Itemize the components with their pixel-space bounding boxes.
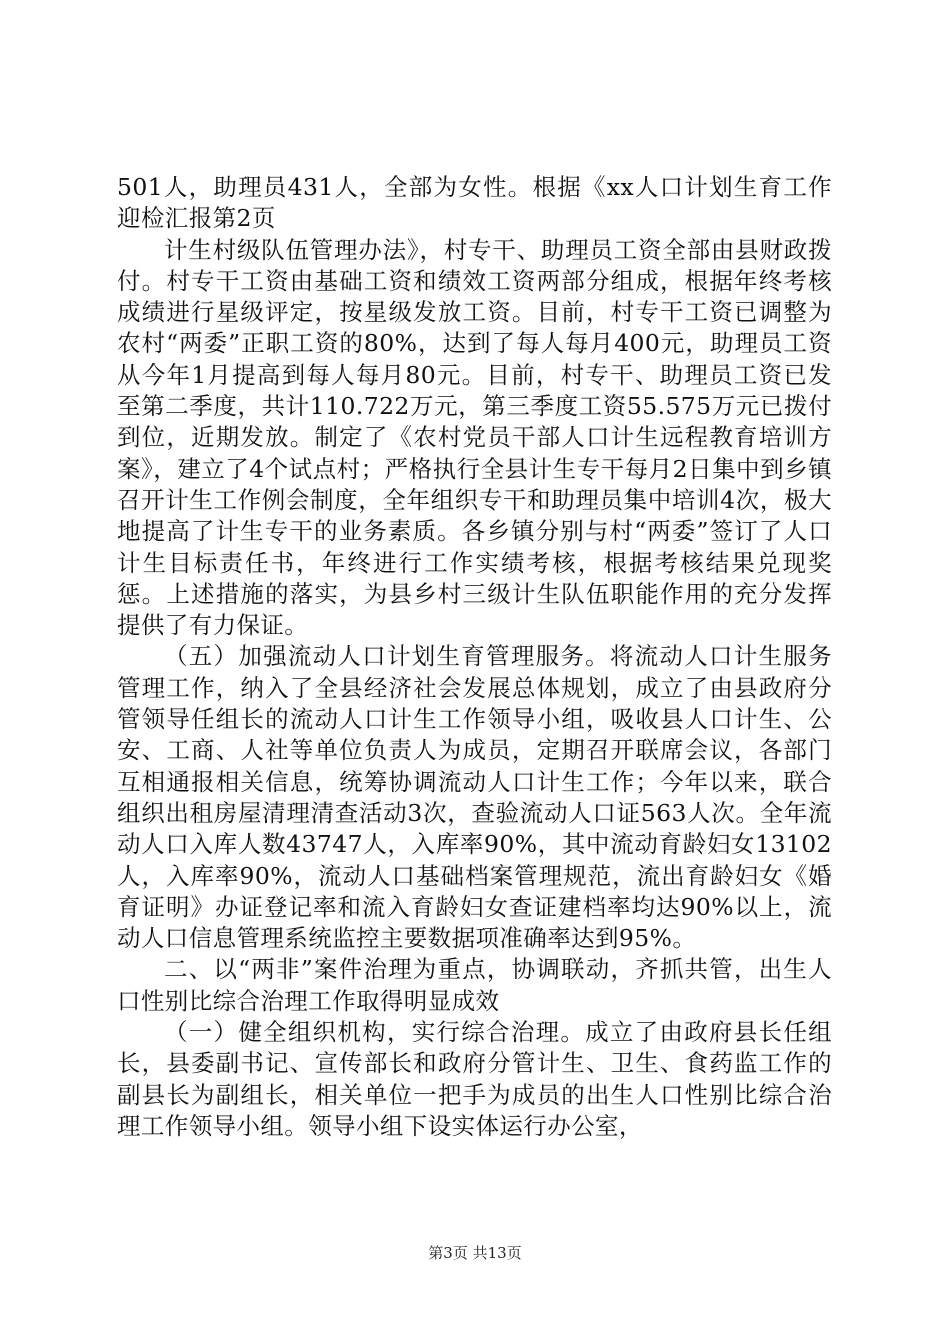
paragraph-3: （五）加强流动人口计划生育管理服务。将流动人口计生服务管理工作，纳入了全县经济社会发展总体规划，成立了由县政府分管领导任组长的流动人口计生工作领导小组，吸收县人口计生、公安、工商、人社等单位负责人为成员，定期召开联席会议，各部门互相通报相关信息，统筹协调流动人口计生工作；今年以来，联合组织出租房屋清理清查活动3次，查验流动人口证563人次。全年流动人口入库人数43747人，入库率90%，其中流动育龄妇女13102人，入库率90%，流动人口基础档案管理规范，流出育龄妇女《婚育证明》办证登记率和流入育龄妇女查证建档率均达90%以上，流动人口信息管理系统监控主要数据项准确率达到95%。 <box>117 642 832 953</box>
page-footer <box>0 1243 950 1263</box>
paragraph-1: 501人，助理员431人，全部为女性。根据《xx人口计划生育工作迎检汇报第2页 <box>117 173 832 233</box>
page-number-label: 第3页 共13页 <box>428 1244 522 1262</box>
section-heading-2: 二、以“两非”案件治理为重点，协调联动，齐抓共管，出生人口性别比综合治理工作取得明显成效 <box>117 955 832 1015</box>
paragraph-2: 计生村级队伍管理办法》，村专干、助理员工资全部由县财政拨付。村专干工资由基础工资和绩效工资两部分组成，根据年终考核成绩进行星级评定，按星级发放工资。目前，村专干工资已调整为农村“两委”正职工资的80%，达到了每人每月400元，助理员工资从今年1月提高到每人每月80元。目前，村专干、助理员工资已发至第二季度，共计110.722万元，第三季度工资55.575万元已拨付到位，近期发放。制定了《农村党员干部人口计生远程教育培训方案》，建立了4个试点村；严格执行全县计生专干每月2日集中到乡镇召开计生工作例会制度，全年组织专干和助理员集中培训4次，极大地提高了计生专干的业务素质。各乡镇分别与村“两委”签订了人口计生目标责任书，年终进行工作实绩考核，根据考核结果兑现奖惩。上述措施的落实，为县乡村三级计生队伍职能作用的充分发挥提供了有力保证。 <box>117 235 832 640</box>
paragraph-5: （一）健全组织机构，实行综合治理。成立了由政府县长任组长，县委副书记、宣传部长和政府分管计生、卫生、食药监工作的副县长为副组长，相关单位一把手为成员的出生人口性别比综合治理工作领导小组。领导小组下设实体运行办公室， <box>117 1018 832 1140</box>
document-body <box>117 172 832 1142</box>
